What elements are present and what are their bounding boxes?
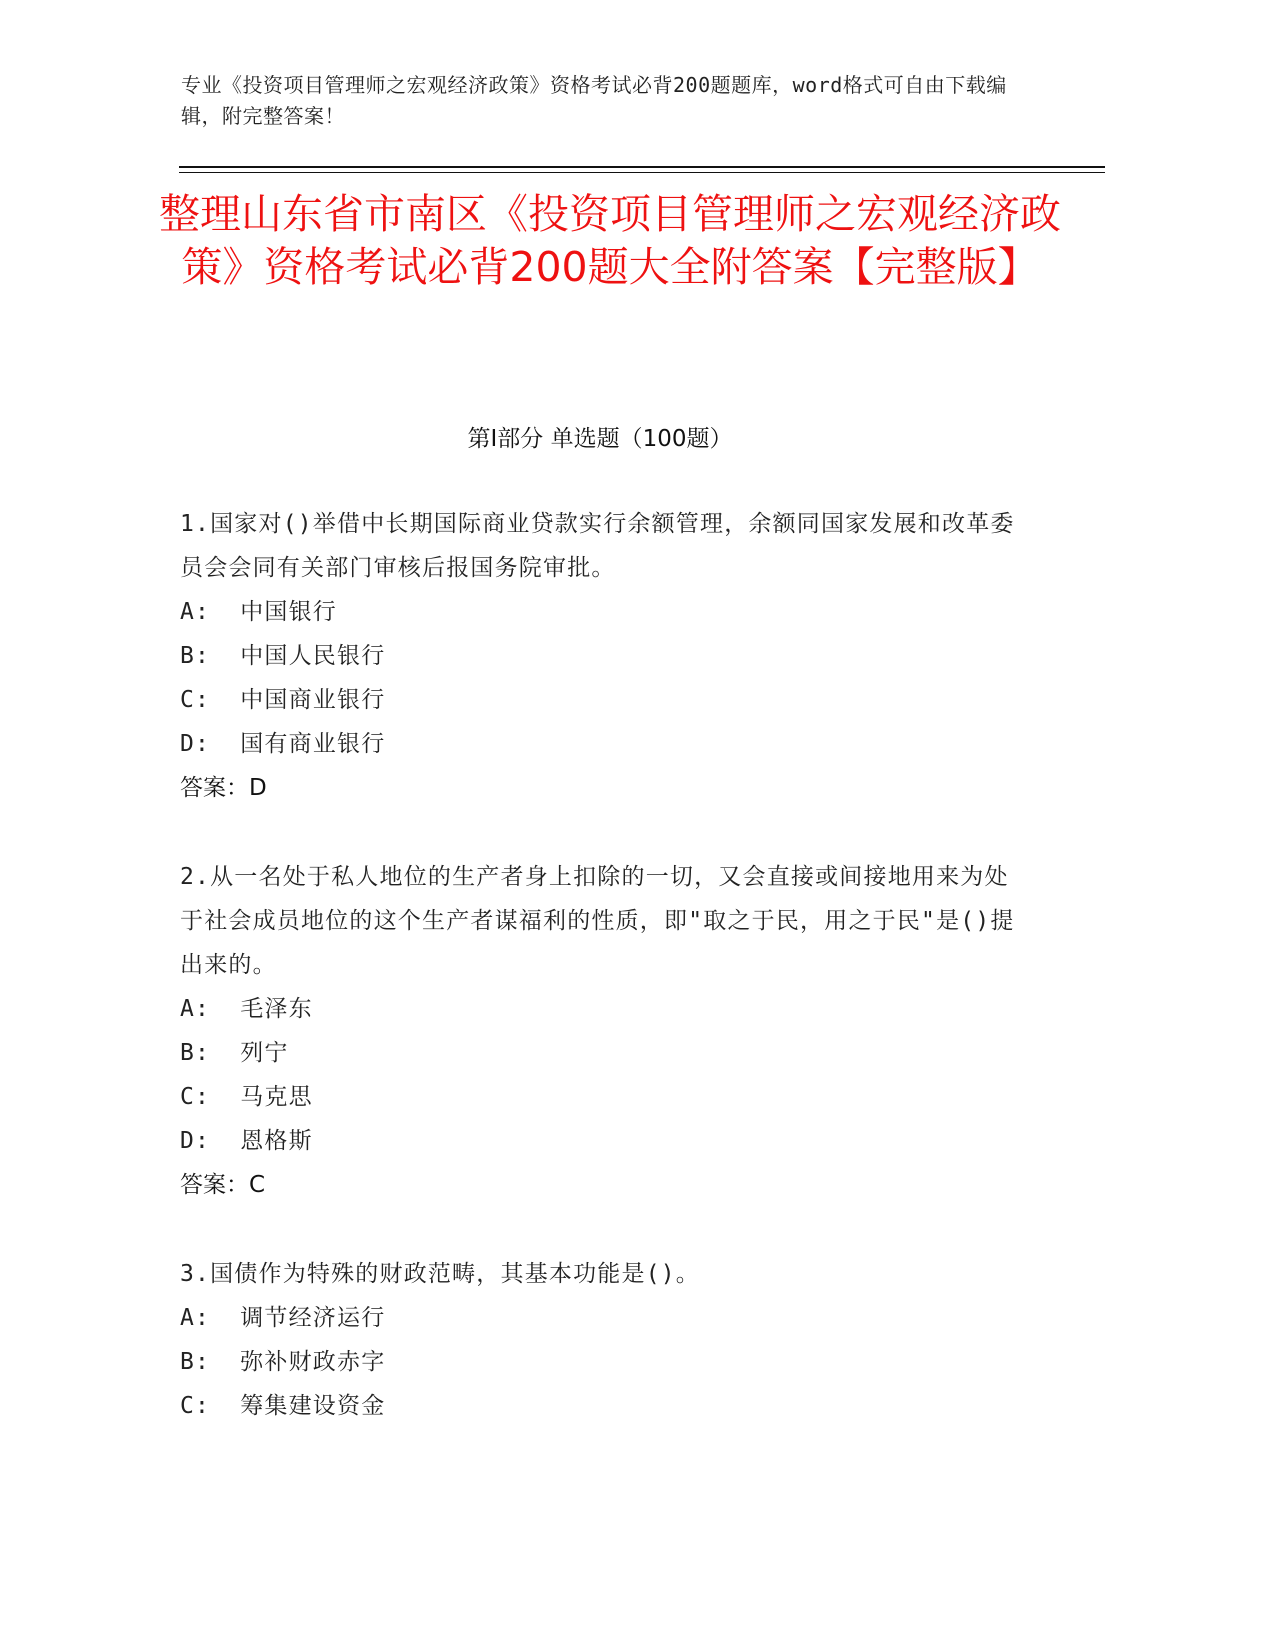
- question-2: [180, 855, 1020, 1207]
- option-b: B: 列宁: [180, 1040, 289, 1066]
- option-a: A: 毛泽东: [180, 996, 313, 1022]
- answer-line: 答案：C: [180, 1172, 266, 1198]
- question-1: [180, 502, 1020, 810]
- answer-line: 答案：D: [180, 775, 267, 801]
- question-list: [180, 502, 1020, 1473]
- option-a: A: 调节经济运行: [180, 1305, 386, 1331]
- option-b: B: 中国人民银行: [180, 643, 386, 669]
- question-stem: 3.国债作为特殊的财政范畴，其基本功能是()。: [180, 1261, 700, 1287]
- intro-text: 专业《投资项目管理师之宏观经济政策》资格考试必背200题题库，word格式可自由下载编辑，附完整答案！: [181, 73, 1007, 128]
- section-heading: 第Ⅰ部分 单选题（100题）: [467, 426, 733, 452]
- option-c: C: 中国商业银行: [180, 687, 386, 713]
- document-title: 整理山东省市南区《投资项目管理师之宏观经济政策》资格考试必背200题大全附答案【完整版】: [159, 190, 1061, 291]
- question-stem: 2.从一名处于私人地位的生产者身上扣除的一切，又会直接或间接地用来为处于社会成员地位的这个生产者谋福利的性质，即"取之于民，用之于民"是()提出来的。: [180, 864, 1015, 978]
- option-d: D: 恩格斯: [180, 1128, 313, 1154]
- question-3: [180, 1252, 1020, 1428]
- option-c: C: 筹集建设资金: [180, 1393, 386, 1419]
- option-a: A: 中国银行: [180, 599, 337, 625]
- question-stem: 1.国家对()举借中长期国际商业贷款实行余额管理，余额同国家发展和改革委员会会同有关部门审核后报国务院审批。: [180, 511, 1015, 581]
- option-b: B: 弥补财政赤字: [180, 1349, 386, 1375]
- header-rule-thin: [179, 172, 1105, 173]
- header-rule-thick: [179, 166, 1105, 168]
- option-c: C: 马克思: [180, 1084, 313, 1110]
- option-d: D: 国有商业银行: [180, 731, 386, 757]
